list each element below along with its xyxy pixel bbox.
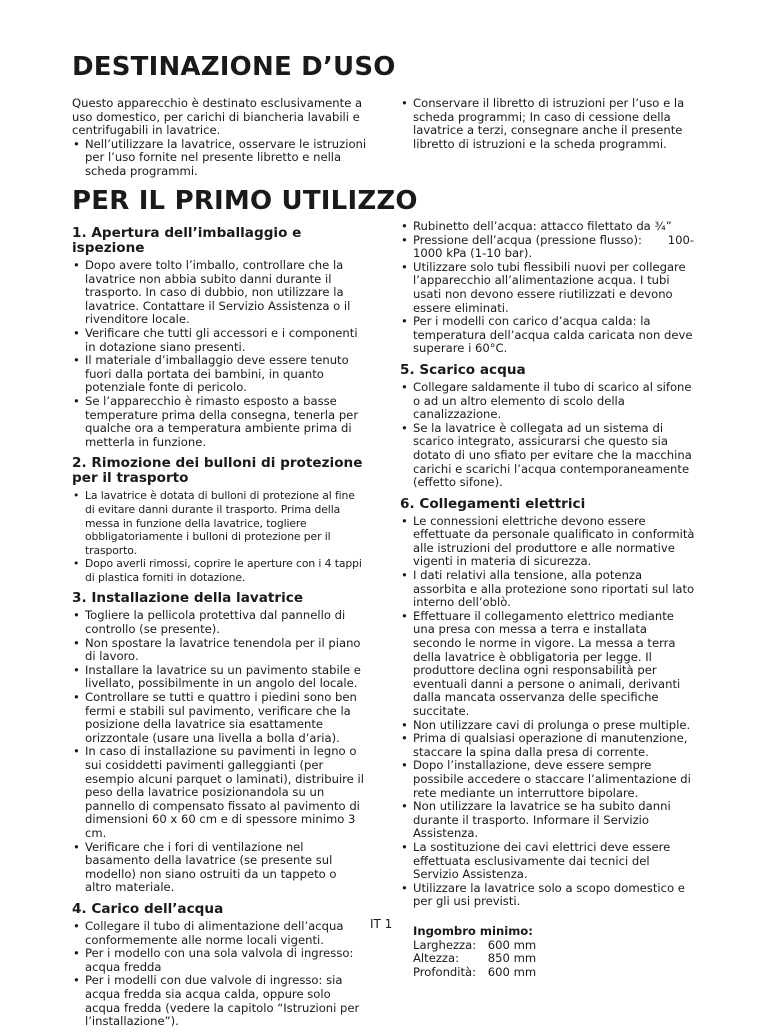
list-item: • Per i modelli con due valvole di ingresso: sia acqua fredda sia acqua calda, oppure solo acqua fredda (vedere la capitolo “Istruzioni per l’installazione”). [72, 974, 364, 1028]
section-apertura [72, 226, 364, 449]
destinazione-left-column [72, 97, 368, 179]
page-number: IT 1 [370, 917, 393, 931]
subsection-title: 4. Carico dell’acqua [72, 900, 224, 917]
list-item: • Dopo averli rimossi, coprire le aperture con i 4 tappi di plastica forniti in dotazione. [72, 557, 364, 584]
ingombro-minimo [400, 925, 696, 979]
primo-utilizzo-left-column [72, 226, 364, 1036]
list-item: • Controllare se tutti e quattro i piedini sono ben fermi e stabili sul pavimento, verificare che la posizione della lavatrice sia esattamente orizzontale (usare una livella a bolla d’aria). [72, 691, 364, 745]
section-installazione [72, 591, 364, 894]
section-title-primo-utilizzo: PER IL PRIMO UTILIZZO [72, 186, 418, 216]
section-scarico-acqua [400, 363, 696, 490]
bulloni-list [72, 489, 364, 584]
dimension-value: 600 mm [487, 937, 537, 952]
list-item: • Prima di qualsiasi operazione di manutenzione, staccare la spina dalla presa di corrente. [400, 732, 696, 759]
destinazione-left-list [72, 138, 368, 179]
list-item: • Non utilizzare cavi di prolunga o prese multiple. [400, 719, 696, 733]
destinazione-intro: Questo apparecchio è destinato esclusivamente a uso domestico, per carichi di biancheria lavabili e centrifugabili in lavatrice. [72, 96, 363, 138]
list-item: • I dati relativi alla tensione, alla potenza assorbita e alla protezione sono riportati sul lato interno dell’oblò. [400, 569, 696, 610]
list-item: • Verificare che tutti gli accessori e i componenti in dotazione siano presenti. [72, 327, 364, 354]
list-item: • Effettuare il collegamento elettrico mediante una presa con messa a terra e installata secondo le norme in vigore. La messa a terra della lavatrice è obbligatoria per legge. Il produttore declina ogni responsabilità per eventuali danni a persone o animali, derivanti dalla mancata osservanza delle specifiche succitate. [400, 610, 696, 719]
installazione-list [72, 609, 364, 894]
list-item: • La lavatrice è dotata di bulloni di protezione al fine di evitare danni durante il trasporto. Prima della messa in funzione della lavatrice, togliere obbligatoriamente i bulloni di protezione per il trasporto. [72, 489, 364, 557]
list-item: • Dopo avere tolto l’imballo, controllare che la lavatrice non abbia subito danni durante il trasporto. In caso di dubbio, non utilizzare la lavatrice. Contattare il Servizio Assistenza o il rivenditore locale. [72, 259, 364, 327]
list-item: • Verificare che i fori di ventilazione nel basamento della lavatrice (se presente sul modello) non siano ostruiti da un tappeto o altro materiale. [72, 841, 364, 895]
list-item: • Nell’utilizzare la lavatrice, osservare le istruzioni per l’uso fornite nel presente libretto e nella scheda programmi. [72, 138, 368, 179]
subsection-title: 2. Rimozione dei bulloni di protezione per il trasporto [72, 455, 363, 487]
destinazione-right-list [400, 97, 700, 151]
list-item: • Collegare il tubo di alimentazione dell’acqua conformemente alle norme locali vigenti. [72, 920, 364, 947]
list-item: • Dopo l’installazione, deve essere sempre possibile accedere o staccare l’alimentazione di rete mediante un interruttore bipolare. [400, 759, 696, 800]
dimension-value: 850 mm [487, 951, 537, 966]
list-item: • Rubinetto dell’acqua: attacco filettato da ¾” [400, 220, 696, 234]
list-item: • In caso di installazione su pavimenti in legno o sui cosiddetti pavimenti galleggianti (per esempio alcuni parquet o laminati), distribuire il peso della lavatrice posizionandola su un pannello di compensato fissato al pavimento di dimensioni 60 x 60 cm e di spessore minimo 3 cm. [72, 745, 364, 840]
list-item: • Installare la lavatrice su un pavimento stabile e livellato, possibilmente in un angolo del locale. [72, 664, 364, 691]
list-item: • Se l’apparecchio è rimasto esposto a basse temperature prima della consegna, tenerla per qualche ora a temperatura ambiente prima di metterla in funzione. [72, 395, 364, 449]
apertura-list [72, 259, 364, 449]
table-row [413, 966, 536, 980]
list-item: • Le connessioni elettriche devono essere effettuate da personale qualificato in conformità alle istruzioni del produttore e alle normative vigenti in materia di sicurezza. [400, 515, 696, 569]
subsection-title: 5. Scarico acqua [400, 361, 526, 378]
section-title-destinazione: DESTINAZIONE D’USO [72, 52, 396, 82]
list-item: • Non spostare la lavatrice tenendola per il piano di lavoro. [72, 637, 364, 664]
carico-acqua-list [72, 920, 364, 1029]
list-item: • La sostituzione dei cavi elettrici deve essere effettuata esclusivamente dai tecnici del Servizio Assistenza. [400, 841, 696, 882]
list-item: • Se la lavatrice è collegata ad un sistema di scarico integrato, assicurarsi che questo sia dotato di uno sfiato per evitare che la macchina carichi e scarichi l’acqua contemporaneamente (effetto sifone). [400, 422, 696, 490]
list-item: • Pressione dell’acqua (pressione flusso): 100-1000 kPa (1-10 bar). [400, 234, 696, 261]
dimension-label: Profondità: [413, 964, 477, 979]
destinazione-right-column [400, 97, 700, 151]
list-item: • Utilizzare la lavatrice solo a scopo domestico e per gli usi previsti. [400, 882, 696, 909]
carico-acqua-right-list [400, 220, 696, 356]
ingombro-title: Ingombro minimo: [413, 923, 533, 938]
list-item: • Collegare saldamente il tubo di scarico al sifone o ad un altro elemento di scolo della canalizzazione. [400, 381, 696, 422]
subsection-title: 3. Installazione della lavatrice [72, 590, 304, 607]
list-item: • Per i modelli con carico d’acqua calda: la temperatura dell’acqua calda caricata non deve superare i 60°C. [400, 315, 696, 356]
section-carico-acqua-continued [400, 220, 696, 356]
ingombro-table [413, 939, 536, 980]
table-row [413, 939, 536, 953]
primo-utilizzo-right-column [400, 220, 696, 979]
list-item: • Togliere la pellicola protettiva dal pannello di controllo (se presente). [72, 609, 364, 636]
list-item: • Non utilizzare la lavatrice se ha subito danni durante il trasporto. Informare il Servizio Assistenza. [400, 800, 696, 841]
list-item: • Conservare il libretto di istruzioni per l’uso e la scheda programmi; In caso di cessione della lavatrice a terzi, consegnare anche il presente libretto di istruzioni e la scheda programmi. [400, 97, 700, 151]
subsection-title: 6. Collegamenti elettrici [400, 495, 586, 512]
section-bulloni [72, 456, 364, 584]
collegamenti-list [400, 515, 696, 909]
scarico-acqua-list [400, 381, 696, 490]
subsection-title: 1. Apertura dell’imballaggio e ispezione [72, 225, 302, 256]
section-collegamenti-elettrici [400, 497, 696, 909]
dimension-value: 600 mm [487, 964, 537, 979]
list-item: • Per i modello con una sola valvola di ingresso: acqua fredda [72, 947, 364, 974]
dimension-label: Larghezza: [413, 937, 477, 952]
list-item: • Il materiale d’imballaggio deve essere tenuto fuori dalla portata dei bambini, in quanto potenziale fonte di pericolo. [72, 354, 364, 395]
list-item: • Utilizzare solo tubi flessibili nuovi per collegare l’apparecchio all’alimentazione acqua. I tubi usati non devono essere riutilizzati e devono essere eliminati. [400, 261, 696, 315]
table-row [413, 952, 536, 966]
section-carico-acqua [72, 902, 364, 1029]
dimension-label: Altezza: [413, 951, 460, 966]
